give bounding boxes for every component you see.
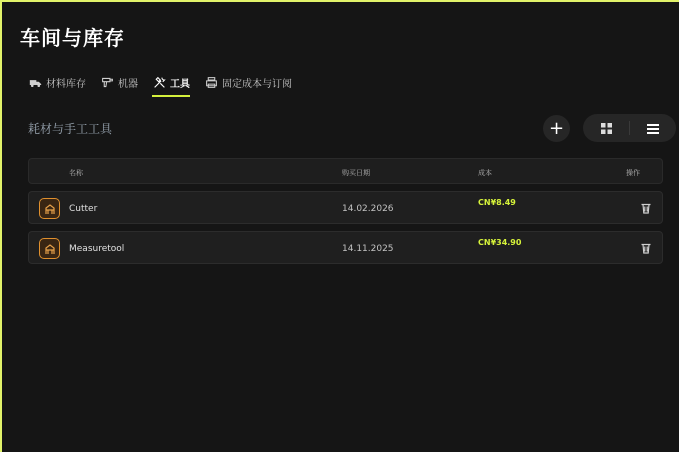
grid-view-button[interactable] [583, 114, 629, 142]
view-toggle [583, 114, 676, 142]
tab-label: 材料库存 [46, 78, 86, 90]
tool-box-icon [39, 198, 60, 219]
row-date: 14.11.2025 [342, 244, 394, 254]
tab-label: 机器 [118, 78, 138, 90]
tab-fixed-costs[interactable] [204, 74, 292, 90]
tab-machines[interactable] [100, 74, 138, 90]
drill-icon [100, 75, 114, 89]
table-row[interactable] [28, 191, 663, 224]
printer-icon [204, 75, 218, 89]
row-cost: CN¥8.49 [478, 198, 516, 207]
table-row[interactable] [28, 231, 663, 264]
tools-icon [152, 75, 166, 89]
tab-label: 固定成本与订阅 [222, 78, 292, 90]
column-header-name: 名称 [69, 169, 83, 177]
tab-tools[interactable] [152, 74, 190, 90]
tool-box-icon [39, 238, 60, 259]
tab-label: 工具 [170, 78, 190, 90]
row-date: 14.02.2026 [342, 204, 394, 214]
grid-icon [601, 119, 612, 138]
section-title: 耗材与手工工具 [28, 122, 113, 136]
truck-icon [28, 75, 42, 89]
table-header [28, 158, 663, 184]
column-header-cost: 成本 [478, 169, 492, 177]
delete-icon[interactable] [640, 202, 652, 214]
list-view-button[interactable] [630, 114, 676, 142]
list-icon [647, 119, 659, 138]
column-header-actions: 操作 [626, 169, 640, 177]
page-title: 车间与库存 [20, 26, 125, 50]
row-name: Measuretool [69, 244, 125, 254]
add-tool-button[interactable]: + [543, 115, 570, 142]
delete-icon[interactable] [640, 242, 652, 254]
row-name: Cutter [69, 204, 98, 214]
tab-material-inventory[interactable] [28, 74, 86, 90]
row-cost: CN¥34.90 [478, 238, 522, 247]
tab-bar [28, 74, 306, 98]
column-header-date: 购买日期 [342, 169, 370, 177]
